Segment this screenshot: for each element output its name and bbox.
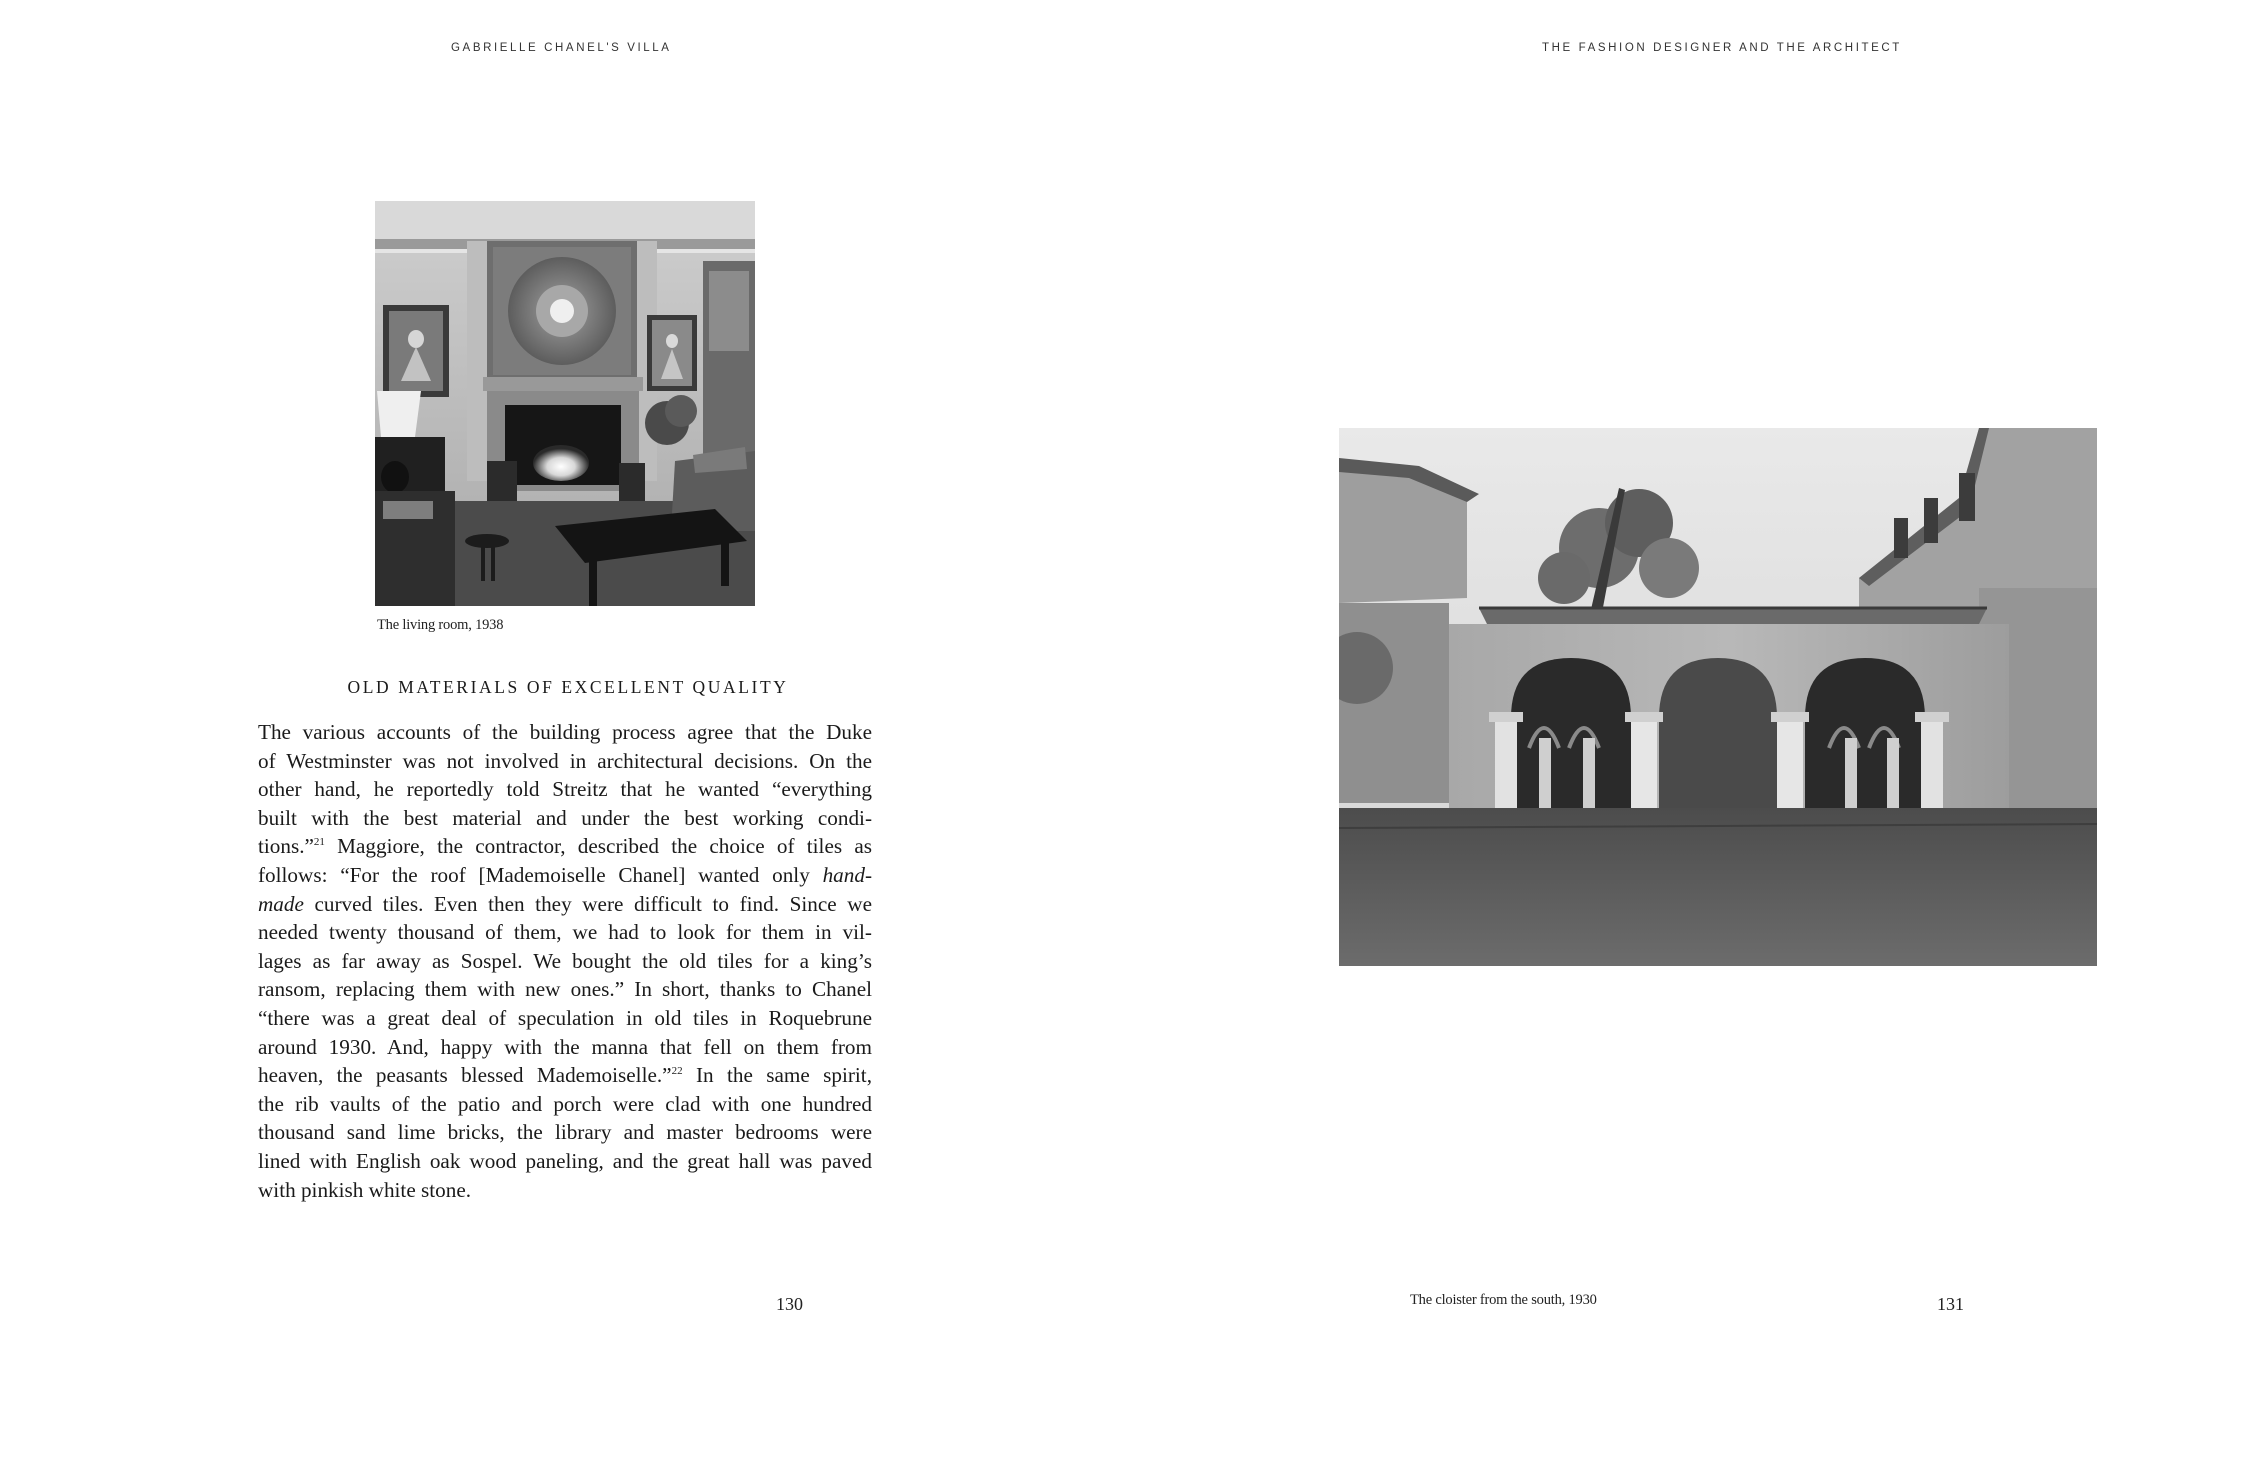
body-text xyxy=(258,718,872,1204)
italic-text: hand- xyxy=(822,862,872,887)
body-line xyxy=(258,1061,872,1090)
body-text-run: lages as far away as Sospel. We bought the old tiles for a king’s xyxy=(258,948,872,973)
footnote-ref[interactable]: 22 xyxy=(671,1065,683,1078)
body-line xyxy=(258,1118,872,1147)
section-heading: OLD MATERIALS OF EXCELLENT QUALITY xyxy=(347,677,789,697)
body-text-run: follows: “For the roof [Mademoiselle Chanel] wanted only xyxy=(258,862,823,887)
living-room-caption: The living room, 1938 xyxy=(377,617,504,633)
body-line xyxy=(258,890,872,919)
body-text-run: Maggiore, the contractor, described the choice of tiles as xyxy=(324,834,872,859)
body-text-run: “there was a great deal of speculation in old tiles in Roquebrune xyxy=(258,1005,872,1030)
body-text-run: tions.” xyxy=(258,834,314,859)
living-room-photo xyxy=(375,201,755,606)
body-line xyxy=(258,947,872,976)
body-text-run: around 1930. And, happy with the manna that fell on them from xyxy=(258,1034,872,1059)
right-page xyxy=(1134,0,2268,1465)
body-line xyxy=(258,918,872,947)
body-text-run: of Westminster was not involved in architectural decisions. On the xyxy=(258,748,872,773)
page-number-left: 130 xyxy=(776,1294,803,1314)
running-head-right: THE FASHION DESIGNER AND THE ARCHITECT xyxy=(1542,42,1902,54)
body-line xyxy=(258,775,872,804)
body-line xyxy=(258,1090,872,1119)
italic-text: made xyxy=(258,891,304,916)
body-text-run: The various accounts of the building process agree that the Duke xyxy=(258,720,872,744)
body-line xyxy=(258,832,872,861)
body-text-run: with pinkish white stone. xyxy=(258,1177,472,1202)
footnote-ref[interactable]: 21 xyxy=(313,836,325,849)
body-text-run: curved tiles. Even then they were difficult to find. Since we xyxy=(303,891,872,916)
body-line xyxy=(258,1147,872,1176)
body-line xyxy=(258,1176,872,1205)
body-text-run: heaven, the peasants blessed Mademoiselle.” xyxy=(258,1063,672,1088)
body-line xyxy=(258,718,872,747)
body-line xyxy=(258,747,872,776)
body-line xyxy=(258,1004,872,1033)
body-line xyxy=(258,975,872,1004)
cloister-caption: The cloister from the south, 1930 xyxy=(1410,1292,1597,1308)
body-line xyxy=(258,1033,872,1062)
page-number-right: 131 xyxy=(1937,1294,1964,1314)
body-text-run: other hand, he reportedly told Streitz that he wanted “everything xyxy=(258,777,872,802)
body-text-run: ransom, replacing them with new ones.” In short, thanks to Chanel xyxy=(258,977,872,1002)
body-line xyxy=(258,804,872,833)
cloister-photo xyxy=(1339,428,2097,966)
body-text-run: the rib vaults of the patio and porch were clad with one hundred xyxy=(258,1091,872,1116)
body-text-run: built with the best material and under the best working condi- xyxy=(258,805,872,830)
body-text-run: thousand sand lime bricks, the library and master bedrooms were xyxy=(258,1120,872,1145)
body-line xyxy=(258,861,872,890)
body-text-run: In the same spirit, xyxy=(682,1063,872,1088)
running-head-left: GABRIELLE CHANEL'S VILLA xyxy=(451,42,672,54)
body-text-run: needed twenty thousand of them, we had to look for them in vil- xyxy=(258,920,872,945)
body-text-run: lined with English oak wood paneling, and the great hall was paved xyxy=(258,1148,872,1173)
